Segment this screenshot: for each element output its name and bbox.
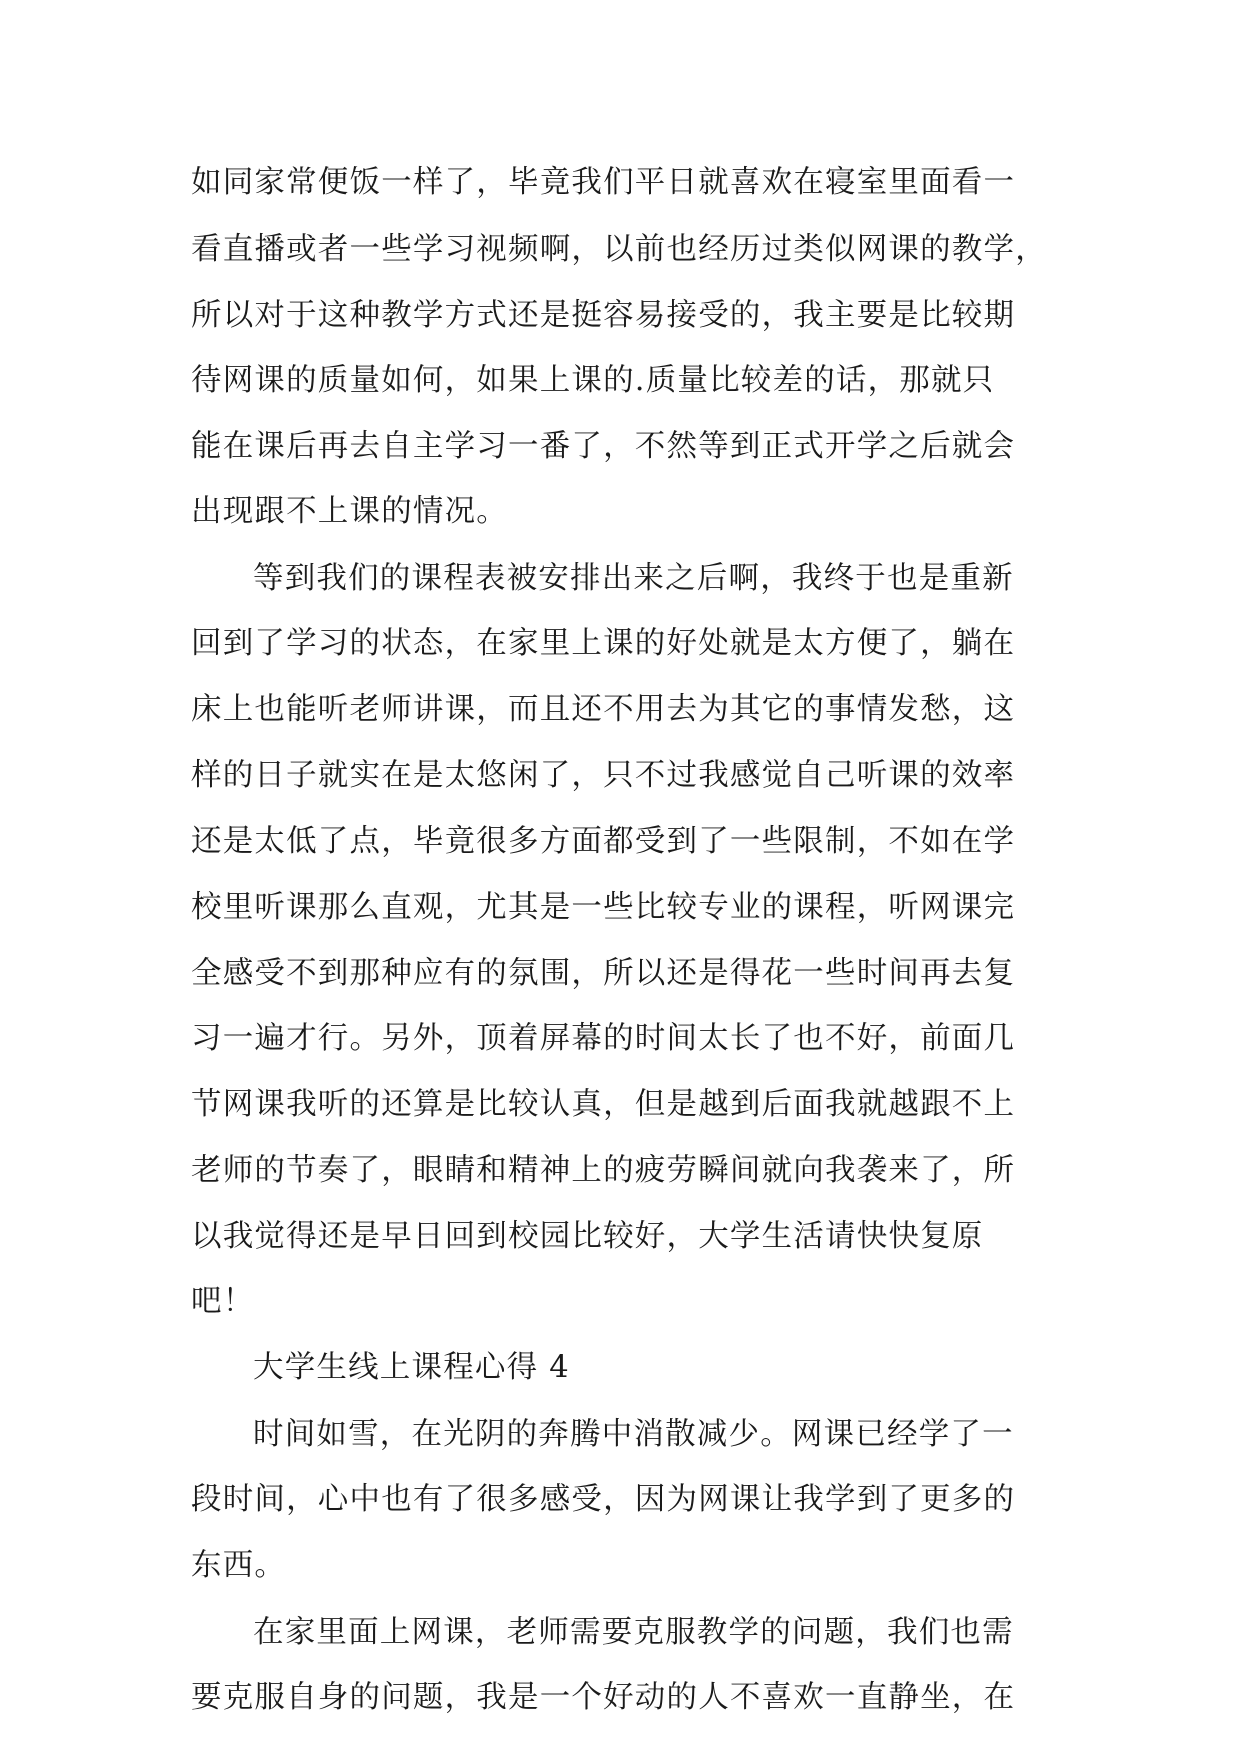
paragraph-line: 全感受不到那种应有的氛围，所以还是得花一些时间再去复 [191,956,1016,991]
paragraph-line: 老师的节奏了，眼睛和精神上的疲劳瞬间就向我袭来了，所 [191,1153,1016,1188]
paragraph-line: 在家里面上网课，老师需要克服教学的问题，我们也需 [253,1615,1014,1650]
paragraph-line: 样的日子就实在是太悠闲了，只不过我感觉自己听课的效率 [191,758,1016,793]
paragraph-line: 节网课我听的还算是比较认真，但是越到后面我就越跟不上 [191,1087,1016,1122]
section-heading: 大学生线上课程心得 4 [253,1350,570,1385]
paragraph-line: 能在课后再去自主学习一番了，不然等到正式开学之后就会 [191,429,1016,464]
paragraph-line: 看直播或者一些学习视频啊，以前也经历过类似网课的教学， [191,232,1047,267]
paragraph-line: 待网课的质量如何，如果上课的.质量比较差的话，那就只 [191,363,995,398]
paragraph-line: 东西。 [191,1548,287,1583]
paragraph-line: 回到了学习的状态，在家里上课的好处就是太方便了，躺在 [191,626,1016,661]
paragraph-line: 时间如雪，在光阴的奔腾中消散减少。网课已经学了一 [253,1417,1014,1452]
paragraph-line: 所以对于这种教学方式还是挺容易接受的，我主要是比较期 [191,298,1016,333]
paragraph-line: 出现跟不上课的情况。 [191,494,508,529]
paragraph-line: 还是太低了点，毕竟很多方面都受到了一些限制，不如在学 [191,824,1016,859]
paragraph-line: 吧！ [191,1284,255,1319]
paragraph-line: 如同家常便饭一样了，毕竟我们平日就喜欢在寝室里面看一 [191,165,1016,200]
paragraph-line: 校里听课那么直观，尤其是一些比较专业的课程，听网课完 [191,890,1016,925]
paragraph-line: 床上也能听老师讲课，而且还不用去为其它的事情发愁，这 [191,692,1016,727]
paragraph-line: 习一遍才行。另外，顶着屏幕的时间太长了也不好，前面几 [191,1021,1016,1056]
paragraph-line: 段时间，心中也有了很多感受，因为网课让我学到了更多的 [191,1482,1016,1517]
paragraph-line: 以我觉得还是早日回到校园比较好，大学生活请快快复原 [191,1219,984,1254]
paragraph-line: 等到我们的课程表被安排出来之后啊，我终于也是重新 [253,561,1014,596]
paragraph-line: 要克服自身的问题，我是一个好动的人不喜欢一直静坐，在 [191,1680,1016,1715]
